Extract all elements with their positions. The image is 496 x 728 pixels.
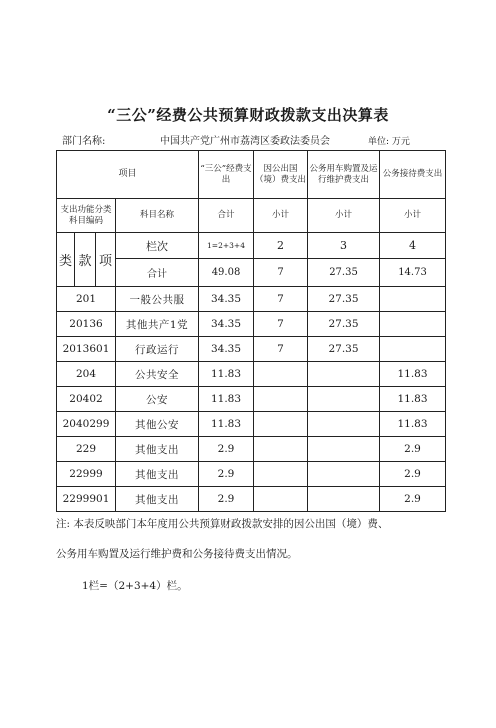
row-code: 201 — [57, 287, 116, 312]
row-vehicle: 27.35 — [308, 287, 380, 312]
unit-label: 单位: 万元 — [368, 137, 410, 147]
row-vehicle — [308, 462, 380, 487]
row-reception — [380, 337, 446, 362]
row-subject: 其他支出 — [116, 437, 199, 462]
row-subject: 其他共产1党 — [116, 312, 199, 337]
table-row — [57, 337, 446, 362]
heji-c3: 27.35 — [308, 259, 380, 287]
row-code: 2299901 — [57, 487, 116, 512]
row-subject: 其他公安 — [116, 412, 199, 437]
lanci-row — [57, 233, 446, 259]
heji-c1: 49.08 — [199, 259, 254, 287]
note-line-3: 1栏=（2+3+4）栏。 — [82, 580, 188, 592]
row-total: 2.9 — [199, 462, 254, 487]
table-row — [57, 437, 446, 462]
table-row — [57, 462, 446, 487]
subheader-code: 支出功能分类科目编码 — [57, 199, 116, 233]
header-reception: 公务接待费支出 — [380, 151, 446, 199]
lanci-label: 栏次 — [116, 233, 199, 259]
heji-c4: 14.73 — [380, 259, 446, 287]
row-travel — [254, 412, 308, 437]
table-row — [57, 287, 446, 312]
row-subject: 一般公共服 — [116, 287, 199, 312]
row-code: 229 — [57, 437, 116, 462]
row-vehicle: 27.35 — [308, 337, 380, 362]
table-row — [57, 387, 446, 412]
row-travel: 7 — [254, 312, 308, 337]
row-total: 34.35 — [199, 287, 254, 312]
row-reception: 2.9 — [380, 487, 446, 512]
row-travel — [254, 362, 308, 387]
subheader-subtotal-2: 小计 — [254, 199, 308, 233]
row-vehicle — [308, 437, 380, 462]
table-row — [57, 362, 446, 387]
row-vehicle: 27.35 — [308, 312, 380, 337]
table-body — [57, 287, 446, 512]
header-item: 项目 — [57, 151, 199, 199]
kuan-label: 款 — [75, 233, 96, 287]
row-subject: 公共安全 — [116, 362, 199, 387]
subheader-total: 合计 — [199, 199, 254, 233]
subheader-subtotal-4: 小计 — [380, 199, 446, 233]
lei-label: 类 — [57, 233, 75, 287]
department-name: 中国共产党广州市荔湾区委政法委员会 — [160, 136, 330, 147]
row-total: 34.35 — [199, 312, 254, 337]
row-travel: 7 — [254, 337, 308, 362]
xiang-label: 项 — [96, 233, 116, 287]
row-travel: 7 — [254, 287, 308, 312]
row-code: 2040299 — [57, 412, 116, 437]
row-reception: 2.9 — [380, 462, 446, 487]
row-vehicle — [308, 487, 380, 512]
subheader-subject: 科目名称 — [116, 199, 199, 233]
note-line-1: 注: 本表反映部门本年度用公共预算财政拨款安排的因公出国（境）费、 — [56, 518, 389, 530]
row-reception — [380, 287, 446, 312]
row-vehicle — [308, 362, 380, 387]
row-travel — [254, 487, 308, 512]
table-row — [57, 312, 446, 337]
note-line-2: 公务用车购置及运行维护费和公务接待费支出情况。 — [56, 548, 298, 560]
lanci-c4: 4 — [380, 233, 446, 259]
expenditure-table — [56, 150, 446, 512]
row-subject: 公安 — [116, 387, 199, 412]
row-subject: 其他支出 — [116, 487, 199, 512]
heji-row — [57, 259, 446, 287]
row-travel — [254, 462, 308, 487]
table-row — [57, 412, 446, 437]
header-travel: 因公出国（境）费支出 — [254, 151, 308, 199]
header-sangong: “三公”经费支出 — [199, 151, 254, 199]
row-total: 11.83 — [199, 387, 254, 412]
lanci-c3: 3 — [308, 233, 380, 259]
row-code: 22999 — [57, 462, 116, 487]
row-code: 204 — [57, 362, 116, 387]
row-subject: 其他支出 — [116, 462, 199, 487]
table-header — [57, 151, 446, 287]
row-total: 11.83 — [199, 362, 254, 387]
row-total: 11.83 — [199, 412, 254, 437]
row-reception: 11.83 — [380, 387, 446, 412]
row-subject: 行政运行 — [116, 337, 199, 362]
row-vehicle — [308, 412, 380, 437]
row-total: 2.9 — [199, 487, 254, 512]
subheader-subtotal-3: 小计 — [308, 199, 380, 233]
heji-c2: 7 — [254, 259, 308, 287]
row-total: 34.35 — [199, 337, 254, 362]
row-code: 2013601 — [57, 337, 116, 362]
row-code: 20402 — [57, 387, 116, 412]
row-reception: 2.9 — [380, 437, 446, 462]
table-row — [57, 487, 446, 512]
lanci-c1: 1=2+3+4 — [199, 233, 254, 259]
row-reception — [380, 312, 446, 337]
header-row — [57, 151, 446, 199]
row-travel — [254, 387, 308, 412]
subheader-row — [57, 199, 446, 233]
heji-label: 合计 — [116, 259, 199, 287]
row-code: 20136 — [57, 312, 116, 337]
row-reception: 11.83 — [380, 412, 446, 437]
row-vehicle — [308, 387, 380, 412]
department-label: 部门名称: — [62, 136, 106, 147]
row-travel — [254, 437, 308, 462]
header-vehicle: 公务用车购置及运行维护费支出 — [308, 151, 380, 199]
row-reception: 11.83 — [380, 362, 446, 387]
row-total: 2.9 — [199, 437, 254, 462]
page-title: “三公”经费公共预算财政拨款支出决算表 — [107, 106, 389, 124]
lanci-c2: 2 — [254, 233, 308, 259]
